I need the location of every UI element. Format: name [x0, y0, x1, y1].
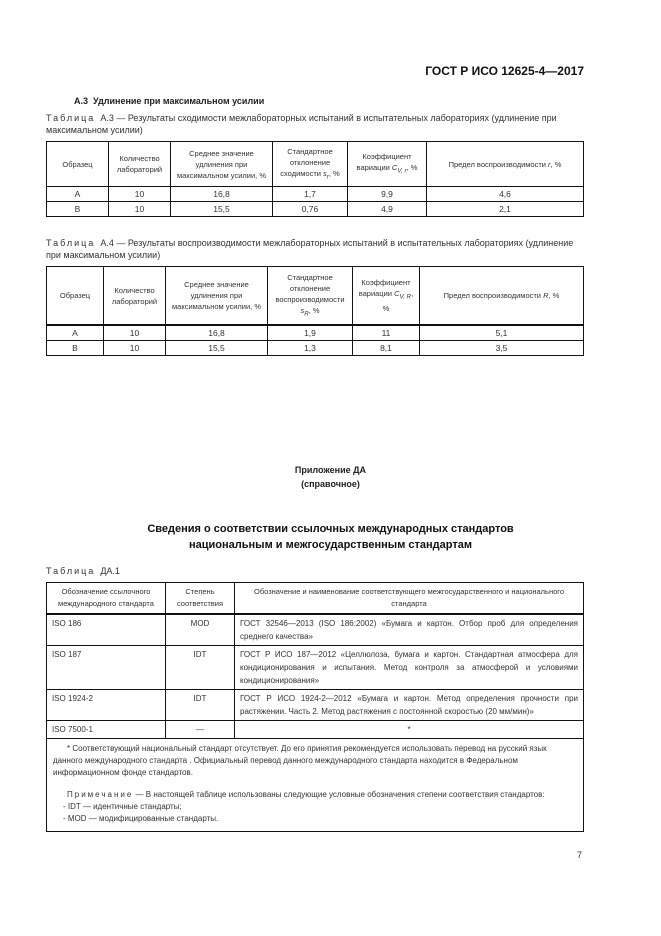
table-row: [47, 341, 584, 356]
cell: 15,5: [171, 202, 273, 217]
cell: 16,8: [166, 325, 268, 341]
column-header: Среднее значение удлинения при максимальном усилии, %: [166, 267, 268, 326]
cell: 1,7: [273, 187, 348, 202]
column-header: Предел воспроизводимости r, %: [427, 142, 584, 187]
cell: 3,5: [420, 341, 584, 356]
table-note-row: [47, 739, 584, 832]
table-row: [47, 202, 584, 217]
table-header-row: [47, 267, 584, 326]
table-a4-caption: [46, 237, 586, 261]
table-row: [47, 646, 584, 690]
cell: 10: [109, 187, 171, 202]
column-header: Обозначение и наименование соответствующего межгосударственного и национального стандарта: [235, 583, 584, 615]
column-header: Предел воспроизводимости R, %: [420, 267, 584, 326]
cell: 10: [104, 325, 166, 341]
cell: 16,8: [171, 187, 273, 202]
appendix-subtitle: (справочное): [301, 479, 360, 489]
page-number: 7: [577, 850, 583, 860]
table-a3: [46, 141, 584, 217]
cell-standard: ISO 1924-2: [47, 690, 166, 721]
column-header: Коэффициент вариации $C_{V, R}$, %: [353, 267, 420, 326]
cell: 1,9: [268, 325, 353, 341]
table-row: [47, 187, 584, 202]
caption-label: Таблица: [46, 113, 96, 123]
column-header: Стандартное отклонение сходимости $s_r$, %: [273, 142, 348, 187]
column-header: Образец: [47, 142, 109, 187]
cell: 10: [109, 202, 171, 217]
column-header: Коэффициент вариации $C_{V, r}$, %: [348, 142, 427, 187]
caption-id: ДА.1: [100, 566, 120, 576]
appendix-name: Приложение ДА: [294, 465, 367, 475]
cell: B: [47, 202, 109, 217]
cell: 4,6: [427, 187, 584, 202]
cell: 1,3: [268, 341, 353, 356]
cell-national-standard: ГОСТ Р ИСО 1924-2—2012 «Бумага и картон. Метод определения прочности при растяжении. Часть 2. Метод растяжения с постоянной скоростью (20 мм/мин)»: [235, 690, 584, 721]
note-item: - MOD — модифицированные стандарты.: [63, 814, 219, 823]
cell: 15,5: [166, 341, 268, 356]
table-da1-caption: [46, 565, 586, 577]
cell-degree: IDT: [166, 690, 235, 721]
column-header: Количество лабораторий: [109, 142, 171, 187]
heading-line: Сведения о соответствии ссылочных международных стандартов: [147, 523, 514, 535]
column-header: Обозначение ссылочного международного стандарта: [47, 583, 166, 615]
column-header: Стандартное отклонение воспроизводимости $s_R$, %: [268, 267, 353, 326]
note-label: Примечание: [67, 790, 134, 799]
cell: B: [47, 341, 104, 356]
table-header-row: [47, 583, 584, 615]
caption-text: А.3 — Результаты сходимости межлабораторных испытаний в испытательных лабораториях (удлинение при максимальном усилии): [46, 113, 557, 135]
column-header: Среднее значение удлинения при максимальном усилии, %: [171, 142, 273, 187]
note-text: — В настоящей таблице использованы следующие условные обозначения степени соответствия стандартов:: [135, 790, 545, 799]
document-code: ГОСТ Р ИСО 12625-4—2017: [425, 64, 584, 78]
appendix-heading: [0, 521, 661, 553]
column-header: Степень соответствия: [166, 583, 235, 615]
cell: 9,9: [348, 187, 427, 202]
appendix-title: [0, 463, 661, 491]
cell: 0,76: [273, 202, 348, 217]
caption-label: Таблица: [46, 566, 96, 576]
cell-standard: ISO 187: [47, 646, 166, 690]
table-da1: [46, 582, 584, 832]
section-title: Удлинение при максимальном усилии: [93, 96, 265, 106]
cell-degree: —: [166, 721, 235, 739]
column-header: Количество лабораторий: [104, 267, 166, 326]
table-a3-caption: [46, 112, 586, 136]
table-a4: [46, 266, 584, 356]
caption-text: А.4 — Результаты воспроизводимости межлабораторных испытаний в испытательных лабораториях (удлинение при максимальном усилии): [46, 238, 574, 260]
note-item: - IDT — идентичные стандарты;: [63, 802, 182, 811]
cell-national-standard: *: [235, 721, 584, 739]
table-header-row: [47, 142, 584, 187]
section-number: А.3: [74, 96, 89, 106]
cell: A: [47, 325, 104, 341]
table-notes: [47, 739, 584, 832]
cell-national-standard: ГОСТ Р ИСО 187—2012 «Целлюлоза, бумага и картон. Стандартная атмосфера для кондиционирования и испытания. Метод контроля за атмосферой и условиями кондиционирования»: [235, 646, 584, 690]
section-heading: [74, 96, 264, 106]
cell: 10: [104, 341, 166, 356]
table-row: [47, 614, 584, 646]
cell: 5,1: [420, 325, 584, 341]
footnote: * Соответствующий национальный стандарт отсутствует. До его принятия рекомендуется использовать перевод на русский язык данного международного стандарта . Официальный перевод данного международного стандарта находится в Федеральном информационном фонде стандартов.: [53, 744, 547, 777]
caption-label: Таблица: [46, 238, 96, 248]
cell: 4,9: [348, 202, 427, 217]
cell: 2,1: [427, 202, 584, 217]
table-row: [47, 721, 584, 739]
table-row: [47, 690, 584, 721]
note: [53, 789, 577, 801]
cell: A: [47, 187, 109, 202]
cell: 11: [353, 325, 420, 341]
cell-degree: MOD: [166, 614, 235, 646]
heading-line: национальным и межгосударственным стандартам: [189, 539, 472, 551]
cell-standard: ISO 7500-1: [47, 721, 166, 739]
cell-national-standard: ГОСТ 32546—2013 (ISO 186:2002) «Бумага и картон. Отбор проб для определения среднего качества»: [235, 614, 584, 646]
table-row: [47, 325, 584, 341]
cell-degree: IDT: [166, 646, 235, 690]
column-header: Образец: [47, 267, 104, 326]
cell-standard: ISO 186: [47, 614, 166, 646]
cell: 8,1: [353, 341, 420, 356]
